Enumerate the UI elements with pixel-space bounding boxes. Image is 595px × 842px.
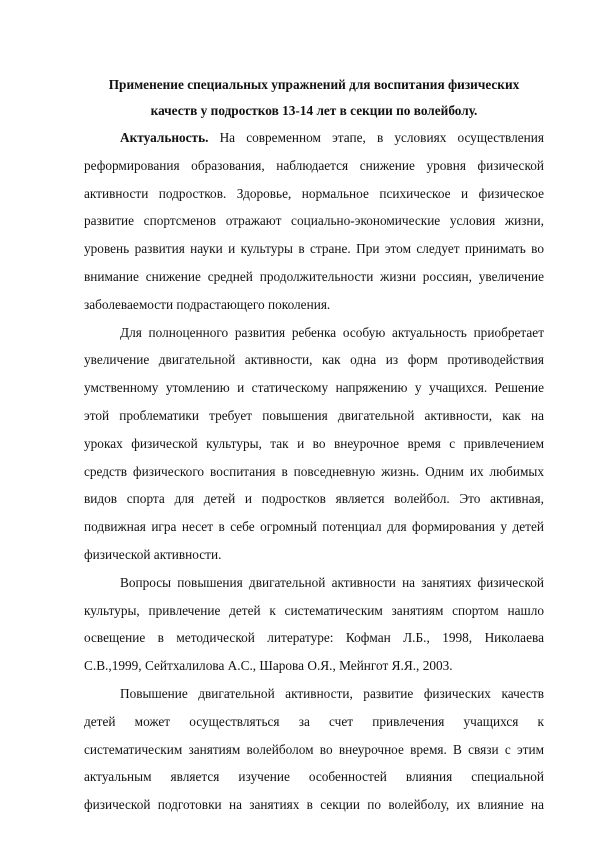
- paragraph-line: видов спорта для детей и подростков является волейбол. Это активная,: [84, 491, 544, 507]
- paragraph-line: активности подростков. Здоровье, нормальное психическое и физическое: [84, 185, 544, 201]
- paragraph-relevance: [84, 124, 544, 319]
- paragraph-line: Для полноценного развития ребенка особую актуальность приобретает: [120, 324, 544, 340]
- paragraph-line: [84, 124, 544, 152]
- paragraph-line: средств физического воспитания в повседневную жизнь. Одним их любимых: [84, 463, 544, 479]
- paragraph-line: детей может осуществляться за счет привлечения учащихся к: [84, 713, 544, 729]
- paragraph-line: уроках физической культуры, так и во внеурочное время с привлечением: [84, 435, 544, 451]
- paragraph-line: физической подготовки на занятиях в секции по волейболу, их влияние на: [84, 797, 544, 813]
- paragraph-line: физической активности.: [84, 546, 222, 562]
- document-body: [84, 124, 544, 819]
- paragraph-line: развитие спортсменов отражают социально-экономические условия жизни,: [84, 213, 544, 229]
- paragraph-line: заболеваемости подрастающего поколения.: [84, 296, 331, 312]
- paragraph-line: подвижная игра несет в себе огромный потенциал для формирования у детей: [84, 519, 544, 535]
- paragraph-line: С.В.,1999, Сейтхалилова А.С., Шарова О.Я., Мейнгот Я.Я., 2003.: [84, 658, 453, 674]
- relevance-heading: Актуальность.: [120, 130, 209, 145]
- paragraph-line: внимание снижение средней продолжительности жизни россиян, увеличение: [84, 268, 544, 284]
- paragraph-line: этой проблематики требует повышения двигательной активности, как на: [84, 407, 544, 423]
- paragraph-line: уровень развития науки и культуры в стране. При этом следует принимать во: [84, 241, 544, 257]
- title-line-1: Применение специальных упражнений для воспитания физических: [108, 77, 520, 92]
- paragraph-line: реформирования образования, наблюдается снижение уровня физической: [84, 157, 544, 173]
- title-line-2: качеств у подростков 13-14 лет в секции по волейболу.: [150, 103, 478, 118]
- paragraph-line: увеличение двигательной активности, как одна из форм противодействия: [84, 352, 544, 368]
- paragraph-line: культуры, привлечение детей к систематическим занятиям спортом нашло: [84, 602, 544, 618]
- document-title: [84, 72, 544, 124]
- paragraph-line: освещение в методической литературе: Кофман Л.Б., 1998, Николаева: [84, 630, 544, 646]
- paragraph-line: актуальным является изучение особенностей влияния специальной: [84, 769, 544, 785]
- paragraph-physical-qualities: [84, 680, 544, 819]
- paragraph-line: Вопросы повышения двигательной активности на занятиях физической: [120, 574, 544, 590]
- paragraph-motor-activity: [84, 319, 544, 569]
- paragraph-literature: [84, 569, 544, 680]
- paragraph-line: Повышение двигательной активности, развитие физических качеств: [120, 685, 544, 701]
- line-text: На современном этапе, в условиях осуществления: [208, 130, 544, 145]
- paragraph-line: систематическим занятиям волейболом во внеурочное время. В связи с этим: [84, 741, 544, 757]
- paragraph-line: умственному утомлению и статическому напряжению у учащихся. Решение: [84, 380, 544, 396]
